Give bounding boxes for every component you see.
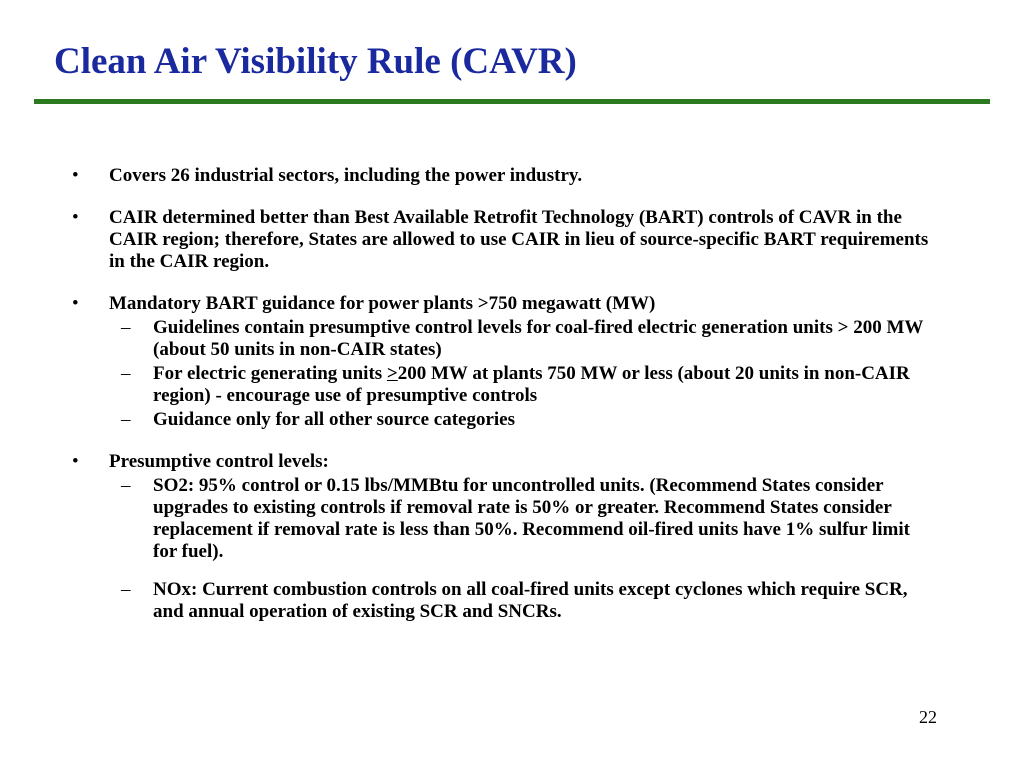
sub-bullet-text-post: 200 MW at plants 750 MW or less (about 20 units in non-CAIR region) - encourage use of presumptive controls	[153, 363, 910, 406]
bullet-item	[72, 451, 932, 473]
title-divider	[34, 99, 990, 104]
bullet-item	[72, 165, 932, 187]
dash-marker: –	[121, 363, 131, 384]
sub-bullet-item	[121, 475, 932, 563]
sub-bullet-item	[121, 579, 932, 623]
bullet-text: Mandatory BART guidance for power plants >750 megawatt (MW)	[109, 293, 656, 314]
bullet-item	[72, 293, 932, 315]
greater-equal-mark: >	[386, 363, 398, 384]
sub-bullet-text: NOx: Current combustion controls on all coal-fired units except cyclones which require SCR, and annual operation of existing SCR and SNCRs.	[153, 579, 908, 622]
bullet-item	[72, 207, 932, 273]
dash-marker: –	[121, 409, 131, 430]
dash-marker: –	[121, 579, 131, 600]
sub-bullet-text: Guidelines contain presumptive control levels for coal-fired electric generation units > 200 MW (about 50 units in non-CAIR states)	[153, 317, 924, 360]
slide-body	[72, 165, 932, 623]
page-number: 22	[919, 707, 937, 727]
bullet-marker: •	[72, 207, 79, 228]
sub-bullet-item	[121, 317, 932, 361]
sub-bullet-text: SO2: 95% control or 0.15 lbs/MMBtu for uncontrolled units. (Recommend States consider upgrades to existing controls if removal rate is 50% or greater. Recommend States consider replacement if removal rate is less than 50%. Recommend oil-fired units have 1% sulfur limit for fuel).	[153, 475, 910, 562]
bullet-text: Presumptive control levels:	[109, 451, 329, 472]
dash-marker: –	[121, 475, 131, 496]
bullet-marker: •	[72, 293, 79, 314]
bullet-text: Covers 26 industrial sectors, including the power industry.	[109, 165, 583, 186]
sub-bullet-text	[153, 363, 932, 407]
slide-title: Clean Air Visibility Rule (CAVR)	[54, 41, 577, 82]
dash-marker: –	[121, 317, 131, 338]
sub-bullet-item	[121, 409, 932, 431]
sub-bullet-text: Guidance only for all other source categories	[153, 409, 516, 430]
bullet-marker: •	[72, 451, 79, 472]
sub-bullet-text-pre: For electric generating units	[153, 363, 387, 384]
bullet-marker: •	[72, 165, 79, 186]
sub-bullet-item	[121, 363, 932, 407]
bullet-text: CAIR determined better than Best Available Retrofit Technology (BART) controls of CAVR in the CAIR region; therefore, States are allowed to use CAIR in lieu of source-specific BART requirements in the CAIR region.	[109, 207, 929, 272]
